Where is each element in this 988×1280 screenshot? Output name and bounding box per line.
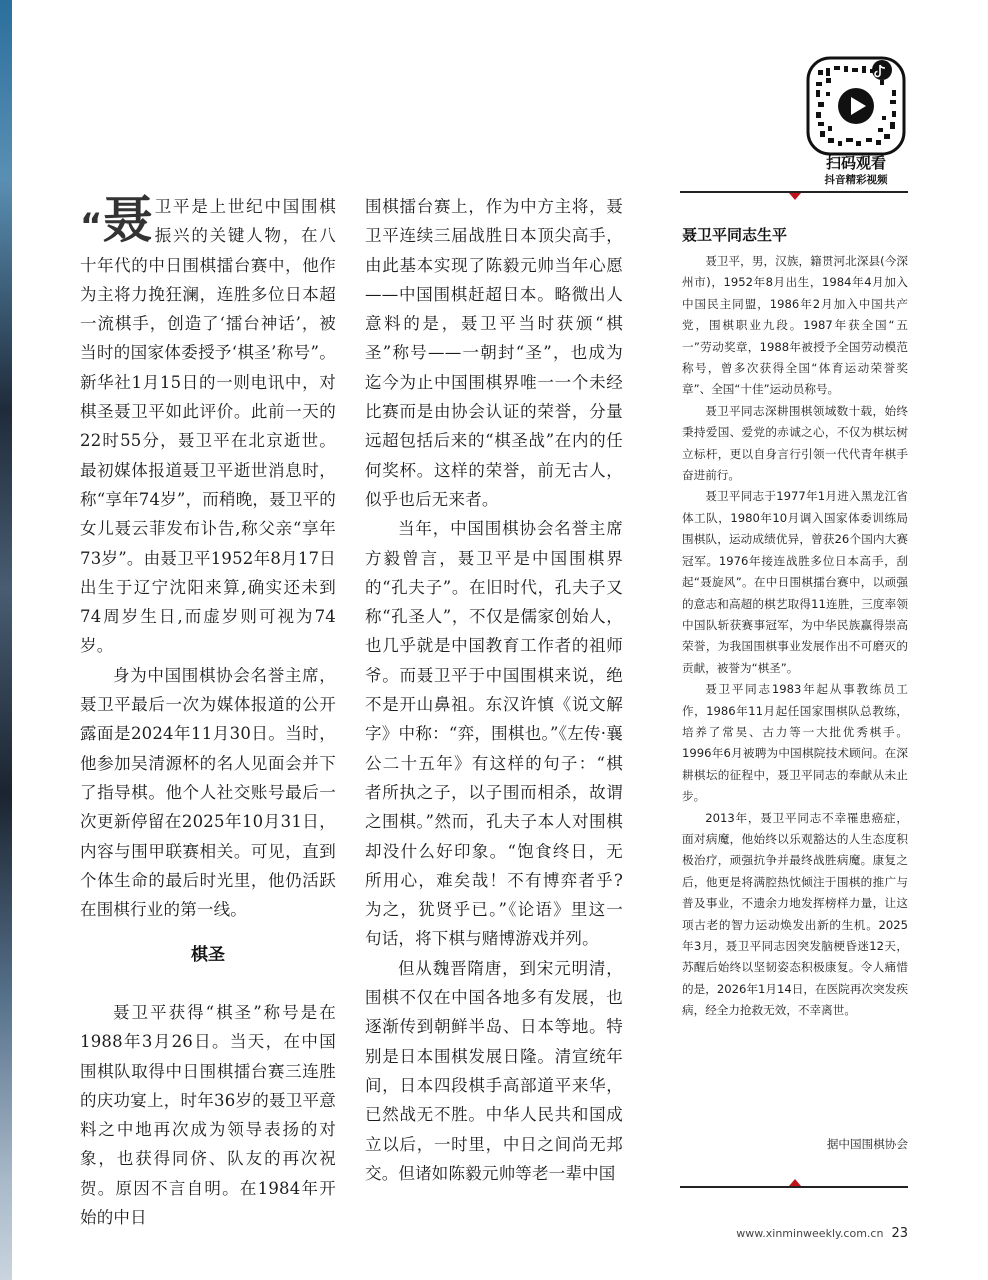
sidebar-paragraph: 聂卫平同志深耕围棋领域数十载，始终秉持爱国、爱党的赤诚之心，不仅为棋坛树立标杆，更以自身言行引领一代代青年棋手奋进前行。 xyxy=(682,403,908,483)
qr-code[interactable] xyxy=(806,56,906,156)
article-paragraph: 围棋擂台赛上，作为中方主将，聂卫平连续三届战胜日本顶尖高手，由此基本实现了陈毅元帅当年心愿——中国围棋赶超日本。略微出人意料的是，聂卫平当时获颁“棋圣”称号——一朝封“圣”，也成为迄今为止中国围棋界唯一一个未经比赛而是由协会认证的荣誉，分量远超包括后来的“棋圣战”在内的任何奖杯。这样的荣誉，前无古人，似乎也后无来者。 xyxy=(365,197,623,509)
article-paragraph: 聂卫平获得“棋圣”称号是在1988年3月26日。当天，在中国围棋队取得中日围棋擂台赛三连胜的庆功宴上，时年36岁的聂卫平意料之中地再次成为领导表扬的对象，也获得同侪、队友的再次祝贺。原因不言自明。在1984年开始的中日 xyxy=(80,1003,336,1228)
sidebar-paragraph: 聂卫平，男，汉族，籍贯河北深县(今深州市)，1952年8月出生，1984年4月加入中国民主同盟，1986年2月加入中国共产党，围棋职业九段。1987年获全国“五一”劳动奖章，1988年被授予全国劳动模范称号，曾多次获得全国“体育运动荣誉奖章”、全国“十佳”运动员称号。 xyxy=(682,254,908,397)
sidebar-top-marker xyxy=(789,193,801,200)
footer-url[interactable]: www.xinminweekly.com.cn xyxy=(736,1227,884,1240)
drop-cap-char: 聂 xyxy=(102,191,153,249)
qr-caption-sub: 抖音精彩视频 xyxy=(824,174,888,186)
left-photo-strip xyxy=(0,0,12,1280)
article-column-1-lower xyxy=(80,998,336,1232)
sidebar-paragraph: 2013年，聂卫平同志不幸罹患癌症，面对病魔，他始终以乐观豁达的人生态度积极治疗，顽强抗争并最终战胜病魔。康复之后，他更是将满腔热忱倾注于围棋的推广与普及事业，不遗余力地发挥榜样力量，让这项古老的智力运动焕发出新的生机。2025年3月，聂卫平同志因突发脑梗昏迷12天，苏醒后始终以坚韧姿态积极康复。令人痛惜的是，2026年1月14日，在医院再次突发疾病，经全力抢救无效，不幸离世。 xyxy=(682,810,908,1018)
article-column-1 xyxy=(80,192,336,924)
sidebar-source: 据中国围棋协会 xyxy=(826,1137,908,1151)
sidebar-text xyxy=(682,251,908,1022)
sidebar-title: 聂卫平同志生平 xyxy=(682,226,788,244)
sidebar-paragraph: 聂卫平同志于1977年1月进入黑龙江省体工队，1980年10月调入国家体委训练局围棋队，运动成绩优异，曾获26个国内大赛冠军。1976年接连战胜多位日本高手，刮起“聂旋风”。在中日围棋擂台赛中，以顽强的意志和高超的棋艺取得11连胜，三度率领中国队斩获赛事冠军，为中华民族赢得崇高荣誉，为我国围棋事业发展作出不可磨灭的贡献，被誉为“棋圣”。 xyxy=(682,489,908,675)
section-heading: 棋圣 xyxy=(191,945,225,965)
article-paragraph: 身为中国围棋协会名誉主席，聂卫平最后一次为媒体报道的公开露面是2024年11月30日。当时，他参加吴清源杯的名人见面会并下了指导棋。他个人社交账号最后一次更新停留在2025年10月31日，内容与围甲联赛相关。可见，直到个体生命的最后时光里，他仍活跃在围棋行业的第一线。 xyxy=(80,665,336,920)
qr-code-icon xyxy=(806,56,906,156)
article-paragraph: 但从魏晋隋唐，到宋元明清，围棋不仅在中国各地多有发展，也逐渐传到朝鲜半岛、日本等地。特别是日本围棋发展日隆。清宣统年间，日本四段棋手高部道平来华，已然战无不胜。中华人民共和国成立以后，一时里，中日之间尚无邦交。但诸如陈毅元帅等老一辈中国 xyxy=(365,958,623,1183)
sidebar-bottom-rule xyxy=(680,1186,908,1188)
page-number: 23 xyxy=(891,1226,908,1241)
drop-cap xyxy=(80,192,153,248)
qr-caption-main: 扫码观看 xyxy=(825,154,886,172)
qr-caption xyxy=(806,153,906,187)
article-text: 卫平是上世纪中国围棋振兴的关键人物，在八十年代的中日围棋擂台赛中，他作为主将力挽狂澜，连胜多位日本超一流棋手，创造了‘擂台神话’，被当时的国家体委授予‘棋圣’称号”。新华社1月15日的一则电讯中，对棋圣聂卫平如此评价。此前一天的22时55分，聂卫平在北京逝世。最初媒体报道聂卫平逝世消息时，称“享年74岁”，而稍晚，聂卫平的女儿聂云菲发布讣告,称父亲“享年73岁”。由聂卫平1952年8月17日出生于辽宁沈阳来算,确实还未到74周岁生日,而虚岁则可视为74岁。 xyxy=(80,197,336,656)
article-paragraph xyxy=(80,192,336,661)
open-quote-mark: “ xyxy=(80,206,103,246)
article-paragraph: 当年，中国围棋协会名誉主席方毅曾言，聂卫平是中国围棋界的“孔夫子”。在旧时代，孔夫子又称“孔圣人”，不仅是儒家创始人，也几乎就是中国教育工作者的祖师爷。而聂卫平于中国围棋来说，绝不是开山鼻祖。东汉许慎《说文解字》中称：“弈，围棋也。”《左传·襄公二十五年》有这样的句子：“棋者所执之子，以子围而相杀，故谓之围棋。”然而，孔夫子本人对围棋却没什么好印象。“饱食终日，无所用心，难矣哉！不有博弈者乎?为之，犹贤乎已。”《论语》里这一句话，将下棋与赌博游戏并列。 xyxy=(365,519,623,949)
article-column-2 xyxy=(365,192,623,1188)
page-footer xyxy=(736,1226,908,1241)
sidebar-paragraph: 聂卫平同志1983年起从事教练员工作，1986年11月起任国家围棋队总教练，培养了常昊、古力等一大批优秀棋手。1996年6月被聘为中国棋院技术顾问。在深耕棋坛的征程中，聂卫平同志的奉献从未止步。 xyxy=(682,682,908,804)
sidebar-bottom-marker xyxy=(789,1179,801,1186)
